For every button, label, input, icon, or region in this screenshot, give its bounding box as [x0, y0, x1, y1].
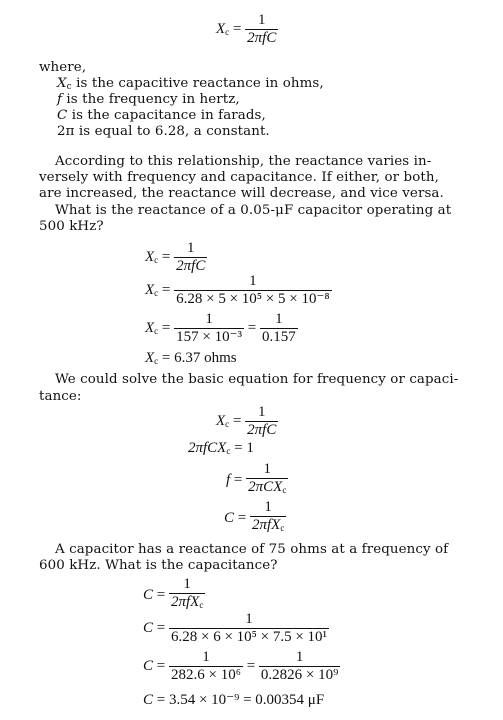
solution2-result: C = 3.54 × 10⁻⁹ = 0.00354 μF: [143, 692, 325, 708]
question-line: 500 kHz?: [39, 219, 104, 234]
paragraph-line: are increased, the reactance will decrease, and vice versa.: [39, 186, 444, 201]
paragraph-line: tance:: [39, 389, 82, 404]
solution2-step2: C = $\frac{1}{\text{6.28 × 6 × 10⁵ × 7.5 × 10¹}}$: [143, 611, 328, 645]
where-label: where,: [39, 60, 87, 75]
reactance-formula: $X_c$ = $\frac{1}{\text{2πfC}}$: [216, 12, 277, 46]
solution2-step3: C = $\frac{1}{\text{282.6 × 10⁶}}$ = $\frac{1}{\text{0.2826 × 10⁹}}$: [143, 649, 339, 683]
paragraph-line: versely with frequency and capacitance. If either, or both,: [39, 170, 439, 185]
rearranged-f: f = $\frac{1}{2\pi CX_c}$: [226, 461, 287, 495]
solution1-step2: $X_c$ = $\frac{1}{\text{6.28 × 5 × 10⁵ × 5 × 10⁻⁸}}$: [145, 273, 330, 307]
question-line: A capacitor has a reactance of 75 ohms at a frequency of: [55, 542, 449, 557]
definition-f: f is the frequency in hertz,: [57, 92, 240, 107]
rearranged-c: C = $\frac{1}{2\pi fX_c}$: [224, 499, 285, 533]
paragraph-line: We could solve the basic equation for frequency or capaci-: [55, 372, 459, 387]
definition-xc: $X_c$ is the capacitive reactance in ohms,: [57, 76, 324, 92]
rearranged-product: 2πfCX$_c$ = 1: [188, 440, 254, 456]
solution1-step3: $X_c$ = $\frac{1}{\text{157 × 10⁻³}}$ = $\frac{1}{0.157}$: [145, 311, 296, 345]
question-line: What is the reactance of a 0.05-μF capacitor operating at: [55, 203, 452, 218]
xc-symbol: X: [216, 21, 226, 37]
solution1-result: $X_c = 6.37$ ohms: [145, 350, 237, 366]
solution2-step1: C = $\frac{1}{2\pi fX_c}$: [143, 576, 204, 610]
solution1-step1: $X_c$ = $\frac{1}{\text{2πfC}}$: [145, 240, 206, 274]
rearranged-xc: $X_c$ = $\frac{1}{\text{2πfC}}$: [216, 404, 277, 438]
question-line: 600 kHz. What is the capacitance?: [39, 558, 278, 573]
paragraph-line: According to this relationship, the reactance varies in-: [55, 154, 432, 169]
definition-2pi: 2π is equal to 6.28, a constant.: [57, 124, 270, 139]
definition-c: C is the capacitance in farads,: [57, 108, 266, 123]
